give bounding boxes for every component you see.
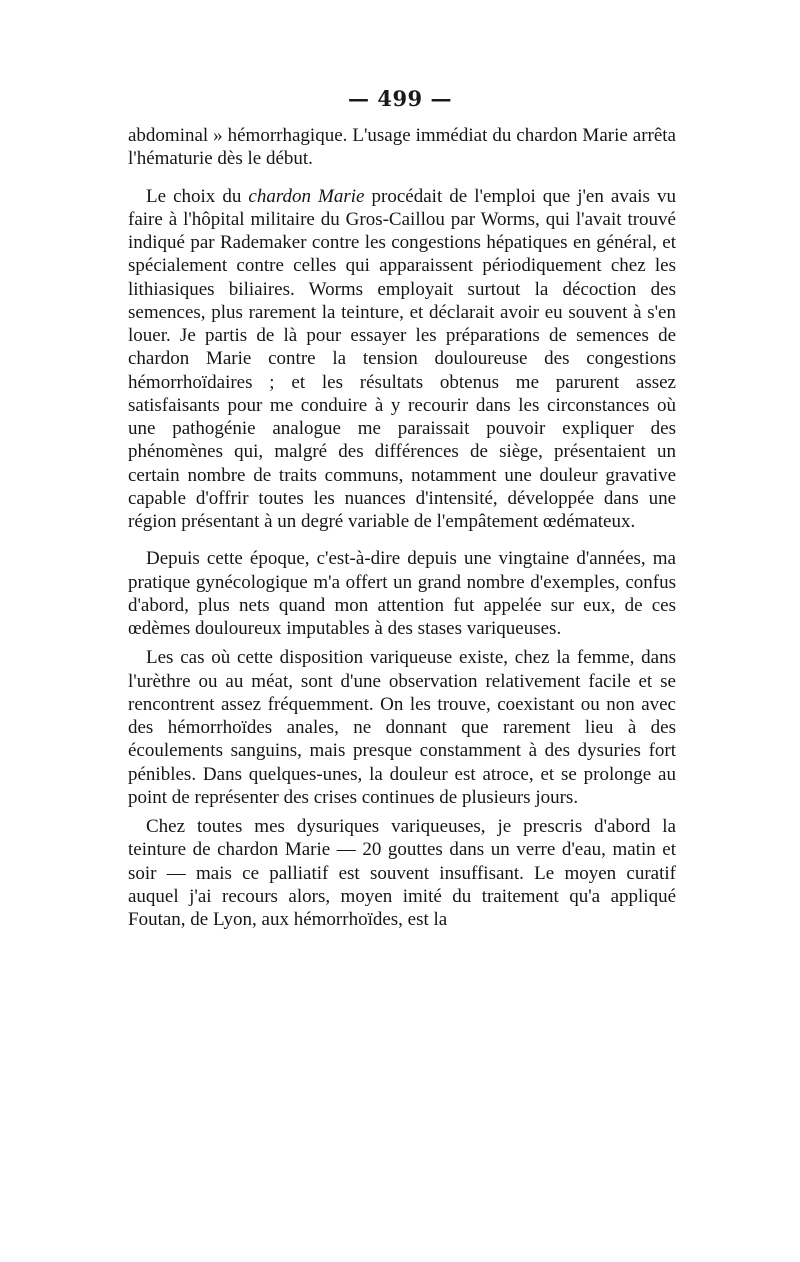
body-text bbox=[128, 124, 676, 931]
page-number: — 499 — bbox=[348, 86, 452, 111]
paragraph-5 bbox=[128, 815, 676, 931]
paragraph-2-italic-term: chardon Marie bbox=[248, 185, 365, 207]
paragraph-2 bbox=[128, 185, 676, 534]
paragraph-1-text: abdominal » hémorrhagique. L'usage immédiat du chardon Marie arrêta l'hématurie dès le début. bbox=[128, 125, 676, 170]
paragraph-3-text: Depuis cette époque, c'est-à-dire depuis une vingtaine d'années, ma pratique gynécologique m'a offert un grand nombre d'exemples, confus d'abord, plus nets quand mon attention fut appelée sur eux, de ces œdèmes douloureux imputables à des stases variqueuses. bbox=[128, 548, 676, 639]
paragraph-4 bbox=[128, 646, 676, 809]
paragraph-2-text-start: Le choix du bbox=[146, 185, 249, 207]
paragraph-2-text-rest: procédait de l'emploi que j'en avais vu faire à l'hôpital militaire du Gros-Caillou par Worms, qui l'avait trouvé indiqué par Rademaker contre les congestions hépatiques en général, et spécialement contre celles qui apparaissent périodiquement chez les lithiasiques biliaires. Worms employait surtout la décoction des semences, plus rarement la teinture, et déclarait avoir eu souvent à s'en louer. Je partis de là pour essayer les préparations de semences de chardon Marie contre la tension douloureuse des congestions hémorrhoïdaires ; et les résultats obtenus me parurent assez satisfaisants pour me conduire à y recourir dans les circonstances où une pathogénie analogue me paraissait pouvoir expliquer des phénomènes qui, malgré des différences de siège, présentaient un certain nombre de traits communs, notamment une douleur gravative capable d'offrir toutes les nuances d'intensité, développée dans une région présentant à un degré variable de l'empâtement œdémateux. bbox=[128, 185, 676, 532]
paragraph-1 bbox=[128, 124, 676, 171]
paragraph-3 bbox=[128, 547, 676, 640]
paragraph-5-text: Chez toutes mes dysuriques variqueuses, je prescris d'abord la teinture de chardon Marie — 20 gouttes dans un verre d'eau, matin et soir — mais ce palliatif est souvent insuffisant. Le moyen curatif auquel j'ai recours alors, moyen imité du traitement qu'a appliqué Foutan, de Lyon, aux hémorrhoïdes, est la bbox=[128, 816, 676, 930]
paragraph-4-text: Les cas où cette disposition variqueuse existe, chez la femme, dans l'urèthre ou au méat, sont d'une observation relativement facile et se rencontrent assez fréquemment. On les trouve, coexistant ou non avec des hémorrhoïdes anales, ne donnant que rarement lieu à des écoulements sanguins, mais presque constamment à des dysuries fort pénibles. Dans quelques-unes, la douleur est atroce, et se prolonge au point de représenter des crises continues de plusieurs jours. bbox=[128, 647, 676, 808]
